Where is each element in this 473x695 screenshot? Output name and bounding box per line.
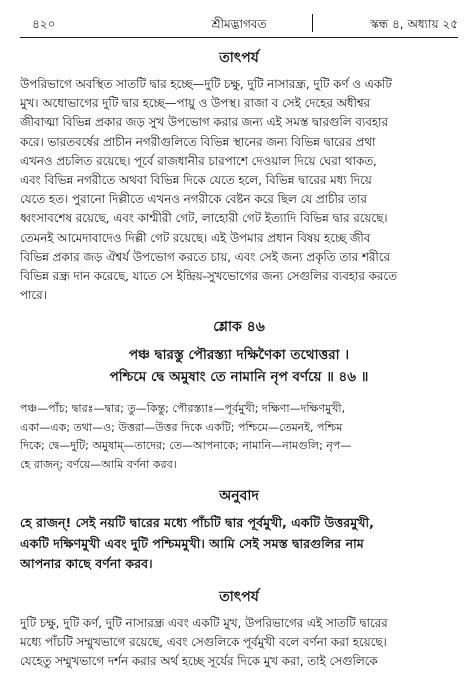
header-rule bbox=[20, 37, 458, 38]
text-line: তেমনই আমেদাবাদেও দিল্লী গেট রয়েছে। এই উপমার প্রধান বিষয় হচ্ছে জীব bbox=[20, 230, 371, 245]
text-line: উপরিভাগে অবস্থিত সাতটি দ্বার হচ্ছে—দুটি চক্ষু, দুটি নাসারন্ধ্র, দুটি কর্ণ ও একটি bbox=[20, 77, 392, 91]
verse-line: পশ্চিমে দ্বে অমুষাং তে নামানি নৃপ বর্ণয়ে ॥ ৪৬ ॥ bbox=[109, 369, 369, 386]
text-line: ধ্বংসাবশেষ রয়েছে, এবং কাশ্মীরী গেট, লাহোরী গেট ইত্যাদি বিভিন্ন দ্বার রয়েছে। bbox=[20, 211, 388, 226]
translation-text bbox=[20, 513, 458, 575]
page-number: ৪২০ bbox=[32, 17, 56, 31]
text-line: করে। ভারতবর্ষের প্রাচীন নগরীগুলিতে বিভিন্ন স্থানের জন্য বিভিন্ন দ্বারের প্রথা bbox=[20, 134, 376, 149]
synonym-line: পঞ্চ—পাঁচ; দ্বারঃ—দ্বার; তু—কিন্তু; পৌরস্ত্যাঃ—পূর্বমুখী; দক্ষিণা—দক্ষিণমুখী, bbox=[20, 402, 346, 416]
text-line: মুখ। অধোভাগের দুটি দ্বার হচ্ছে—পায়ু ও উপস্থ। রাজা ব সেই দেহের অধীশ্বর bbox=[20, 96, 371, 111]
verse-heading: শ্লোক ৪৬ bbox=[213, 319, 265, 336]
text-line: এবং বিভিন্ন নগরীতে অথবা বিভিন্ন দিকে যেতে হলে, বিভিন্ন দ্বারের মধ্য দিয়ে bbox=[20, 173, 372, 188]
synonyms bbox=[20, 400, 458, 474]
translation-line: হে রাজন্! সেই নয়টি দ্বারের মধ্যে পাঁচটি দ্বার পূর্বমুখী, একটি উত্তরমুখী, bbox=[20, 515, 374, 531]
translation-heading: অনুবাদ bbox=[219, 488, 259, 505]
book-page bbox=[20, 14, 458, 672]
chapter-location: স্কন্ধ ৪, অধ্যায় ২৫ bbox=[370, 17, 458, 31]
text-line: বিভিন্ন প্রকার জড় ঐশ্বর্য উপভোগ করতে চায়, এবং সেই জন্য প্রকৃতি তার শরীরে bbox=[20, 249, 390, 264]
synonym-line: হে রাজন্; বর্ণয়ে—আমি বর্ণনা করব। bbox=[20, 457, 177, 471]
text-line: যেতে হত। পুরানো দিল্লীতে এখনও নগরীকে বেষ্টন করে ছিল যে প্রাচীর তার bbox=[20, 192, 367, 207]
purport-heading: তাৎপর্য bbox=[219, 50, 259, 66]
purport-paragraph bbox=[20, 75, 458, 305]
translation-line: আপনার কাছে বর্ণনা করব। bbox=[20, 556, 153, 572]
purport2-paragraph bbox=[20, 614, 458, 672]
synonym-line: দিকে; দ্বে—দুটি; অমুষাম্—তাদের; তে—আপনাকে; নামানি—নামগুলি; নৃপ— bbox=[20, 439, 352, 453]
header-bracket bbox=[312, 14, 313, 32]
text-line: যেহেতু সম্মুখভাগে দর্শন করার অর্থ হচ্ছে সূর্যের দিকে মুখ করা, তাই সেগুলিকে bbox=[20, 654, 378, 669]
book-title: শ্রীমদ্ভাগবত bbox=[211, 17, 267, 31]
text-line: এখনও প্রচলিত রয়েছে। পূর্বে রাজধানীর চারপাশে দেওয়াল দিয়ে ঘেরা থাকত, bbox=[20, 153, 377, 168]
translation-line: একটি দক্ষিণমুখী এবং দুটি পশ্চিমমুখী। আমি সেই সমস্ত দ্বারগুলির নাম bbox=[20, 535, 364, 551]
text-line: মধ্যে পাঁচটি সম্মুখভাগে রয়েছে, এবং সেগুলিকে পূর্বমুখী বলে বর্ণনা করা হয়েছে। bbox=[20, 635, 387, 650]
text-line: পারে। bbox=[20, 288, 47, 303]
verse-line: পঞ্চ দ্বারস্তু পৌরস্ত্যা দক্ষিণৈকা তথোত্তরা । bbox=[128, 347, 350, 364]
text-line: জীবাত্মা বিভিন্ন প্রকার জড় সুখ উপভোগ করার জন্য এই সমস্ত দ্বারগুলি ব্যবহার bbox=[20, 115, 388, 130]
text-line: দুটি চক্ষু, দুটি কর্ণ, দুটি নাসারন্ধ্র এবং একটি মুখ, উপরিভাগের এই সাতটি দ্বারের bbox=[20, 615, 388, 630]
text-line: বিভিন্ন রন্ধ্র দান করেছে, যাতে সে ইন্দ্রিয়-সুখভোগের জন্য সেগুলির ব্যবহার করতে bbox=[20, 269, 397, 284]
synonym-line: একা—এক; তথা—ও; উত্তরা—উত্তর দিকে একটি; পশ্চিমে—তেমনই, পশ্চিম bbox=[20, 420, 343, 434]
running-header bbox=[20, 14, 458, 36]
verse-text bbox=[20, 344, 458, 388]
purport2-heading: তাৎপর্য bbox=[219, 588, 259, 605]
